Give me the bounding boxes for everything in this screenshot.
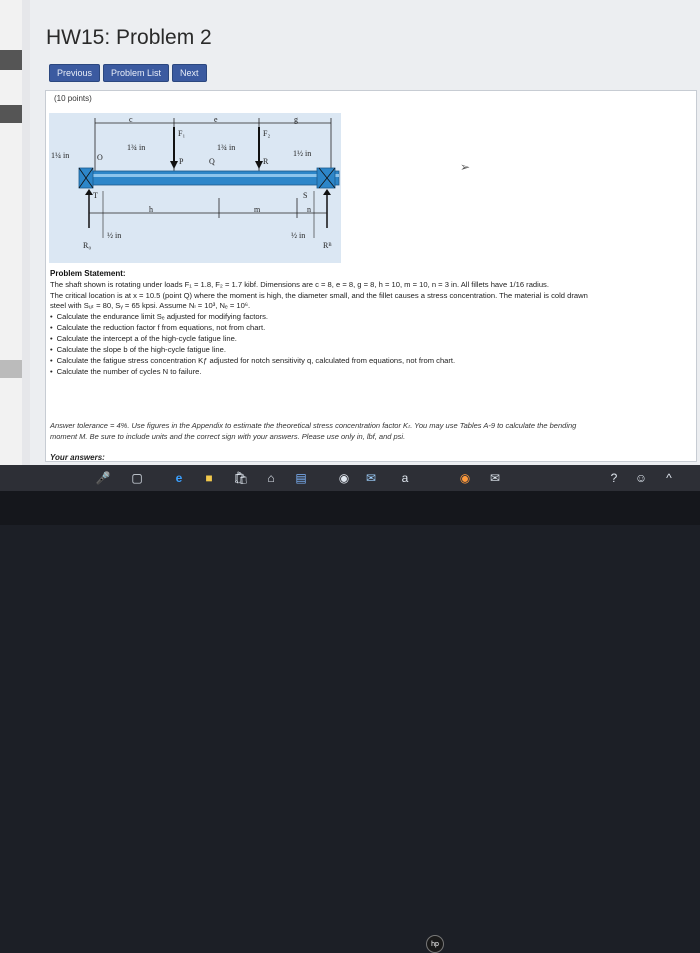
previous-button[interactable]: Previous [49, 64, 100, 82]
left-sidebar-strip [0, 0, 22, 465]
mouse-cursor-icon: ➢ [460, 160, 471, 174]
f2-label: F₂ [263, 129, 271, 138]
problem-line-3: steel with Sᵤₜ = 80, Sᵧ = 65 kpsi. Assume Nₗ = 10³, Nₑ = 10⁶. [50, 301, 251, 310]
microphone-icon[interactable]: 🎤 [95, 471, 111, 485]
monitor-bezel [0, 491, 700, 525]
dim-h-label: h [149, 205, 153, 214]
left-fillet-label: 1¼ in [51, 151, 70, 160]
mail-icon[interactable]: ✉ [365, 471, 377, 485]
problem-list-button[interactable]: Problem List [103, 64, 169, 82]
answer-tolerance-note [50, 421, 690, 442]
task-view-icon[interactable]: ▢ [131, 471, 143, 485]
sidebar-tab[interactable] [0, 105, 22, 123]
people-icon[interactable]: ☺ [634, 471, 648, 485]
problem-statement-text [50, 280, 690, 312]
dim-n-label: n [307, 205, 311, 214]
amazon-icon[interactable]: a [401, 471, 409, 485]
task-bullet: • Calculate the reduction factor f from equations, not from chart. [50, 323, 265, 332]
home-icon[interactable]: ⌂ [267, 471, 275, 485]
hp-icon[interactable]: hp [426, 935, 444, 953]
point-q-label: Q [209, 157, 215, 166]
dim-c-label: c [129, 115, 133, 124]
tray-chevron-icon[interactable]: ^ [666, 471, 672, 485]
mid-fillet-label-2: 1¾ in [217, 143, 236, 152]
task-bullet: • Calculate the fatigue stress concentration Kƒ adjusted for notch sensitivity q, calculated from equations, not from chart. [50, 356, 455, 365]
store-icon[interactable]: 🛍 [233, 471, 249, 485]
windows-taskbar [0, 465, 700, 948]
edge-icon[interactable]: e [175, 471, 183, 485]
page-title: HW15: Problem 2 [46, 26, 212, 49]
reaction-rb-label: Rᴮ [323, 241, 332, 250]
right-fillet-label: 1½ in [293, 149, 312, 158]
reaction-ro-label: R₀ [83, 241, 92, 250]
tolerance-line-1: Answer tolerance = 4%. Use figures in the Appendix to estimate the theoretical stress concentration factor Kₜ. You may use Tables A-9 to calculate the bending [50, 421, 577, 430]
point-r-label: R [263, 157, 269, 166]
browser-screen [0, 0, 700, 465]
media-icon[interactable]: ◉ [459, 471, 471, 485]
dim-m-label: m [254, 205, 261, 214]
file-explorer-icon[interactable]: ■ [205, 471, 213, 485]
point-o-label: O [97, 153, 103, 162]
tolerance-line-2: moment M. Be sure to include units and the correct sign with your answers. Please use only in, lbf, and psi. [50, 431, 406, 441]
problem-panel [45, 90, 697, 462]
sidebar-tab[interactable] [0, 50, 22, 70]
dim-g-label: g [294, 115, 298, 124]
problem-line-2: The critical location is at x = 10.5 (point Q) where the moment is high, the diameter small, and the fillet causes a stress concentration. The material is cold drawn [50, 290, 588, 300]
task-bullet: • Calculate the number of cycles N to failure. [50, 367, 201, 376]
your-answers-label: Your answers: [50, 453, 105, 462]
point-s-label: S [303, 191, 308, 200]
problem-line-1: The shaft shown is rotating under loads F₁ = 1.8, F₂ = 1.7 kibf. Dimensions are c = 8, e = 8, g = 8, h = 10, m = 10, n = 3 in. All fillets have 1/16 radius. [50, 280, 549, 289]
mail-envelope-icon[interactable]: ✉ [489, 471, 501, 485]
half-inch-right-label: ½ in [291, 231, 306, 240]
f1-label: F₁ [178, 129, 186, 138]
dim-e-label: e [214, 115, 218, 124]
mid-fillet-label-1: 1¾ in [127, 143, 146, 152]
points-label: (10 points) [54, 94, 92, 103]
help-icon[interactable]: ? [610, 471, 618, 485]
shaft-diagram-svg [49, 113, 341, 263]
task-bullet: • Calculate the intercept a of the high-cycle fatigue line. [50, 334, 237, 343]
next-button[interactable]: Next [172, 64, 207, 82]
task-bullet: • Calculate the slope b of the high-cycle fatigue line. [50, 345, 226, 354]
task-bullet: • Calculate the endurance limit Sₑ adjusted for modifying factors. [50, 312, 268, 321]
shaft-diagram [49, 113, 341, 263]
problem-navigation [49, 64, 207, 82]
half-inch-left-label: ½ in [107, 231, 122, 240]
point-p-label: P [179, 157, 184, 166]
chrome-icon[interactable]: ◉ [338, 471, 350, 485]
point-t-label: T [93, 191, 98, 200]
photos-icon[interactable]: ▤ [295, 471, 307, 485]
problem-statement-heading: Problem Statement: [50, 269, 126, 278]
sidebar-tab[interactable] [0, 360, 22, 378]
